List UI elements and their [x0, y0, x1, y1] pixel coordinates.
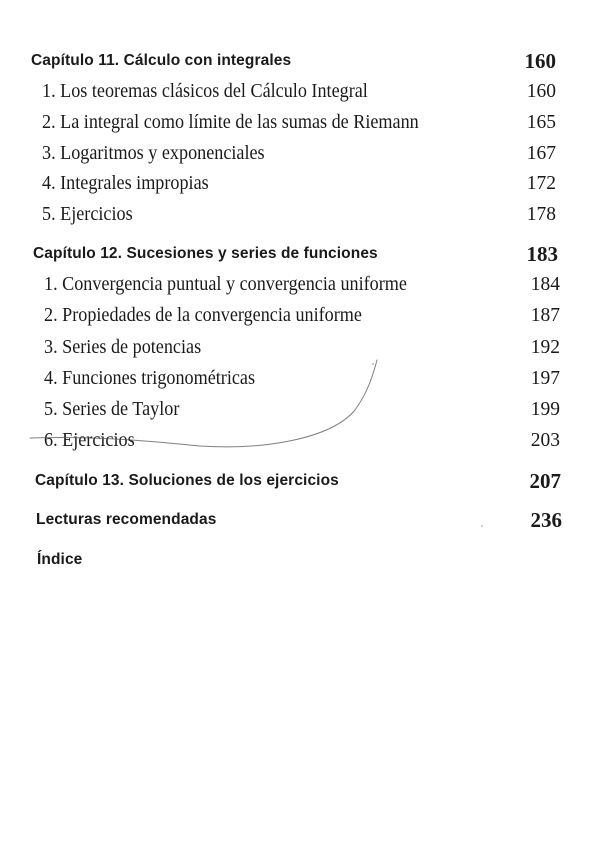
toc-section-12-3[interactable] [0, 334, 600, 362]
chapter-title: Capítulo 11. Cálculo con integrales [31, 52, 292, 69]
section-page-number: 165 [526, 112, 556, 133]
toc-section-11-4[interactable] [0, 170, 600, 198]
section-title: 6. Ejercicios [44, 430, 135, 451]
section-title: 5. Ejercicios [42, 204, 133, 225]
section-page-number: 203 [530, 430, 560, 451]
toc-recommended-readings[interactable] [0, 506, 600, 534]
chapter-page-number: 207 [529, 469, 561, 493]
section-page-number: 192 [530, 337, 560, 358]
section-page-number: 160 [526, 81, 556, 102]
toc-chapter-12[interactable] [0, 240, 600, 268]
chapter-page-number: 160 [524, 49, 556, 73]
toc-index[interactable] [0, 546, 600, 574]
toc-section-12-6[interactable] [0, 427, 600, 455]
scan-speck [372, 363, 374, 365]
toc-section-12-5[interactable] [0, 396, 600, 424]
section-page-number: 187 [530, 305, 560, 326]
section-title: 3. Logaritmos y exponenciales [42, 143, 265, 164]
section-page-number: 172 [526, 173, 556, 194]
toc-section-12-1[interactable] [0, 271, 600, 299]
chapter-title: Capítulo 12. Sucesiones y series de funciones [33, 245, 378, 262]
scan-speck [481, 525, 483, 527]
toc-section-12-4[interactable] [0, 365, 600, 393]
section-title: 4. Integrales impropias [42, 173, 209, 194]
section-title: 1. Convergencia puntual y convergencia uniforme [44, 274, 407, 295]
toc-section-12-2[interactable] [0, 302, 600, 330]
section-page-number: 197 [530, 368, 560, 389]
toc-section-11-2[interactable] [0, 109, 600, 137]
section-page-number: 199 [530, 399, 560, 420]
toc-section-11-5[interactable] [0, 201, 600, 229]
section-title: 2. La integral como límite de las sumas de Riemann [42, 112, 419, 133]
toc-section-11-1[interactable] [0, 78, 600, 106]
section-title: 5. Series de Taylor [44, 399, 180, 420]
readings-title: Lecturas recomendadas [36, 511, 217, 528]
toc-section-11-3[interactable] [0, 140, 600, 168]
section-title: 4. Funciones trigonométricas [44, 368, 256, 389]
section-title: 2. Propiedades de la convergencia uniforme [44, 305, 362, 326]
section-page-number: 184 [530, 274, 560, 295]
section-page-number: 167 [526, 143, 556, 164]
toc-chapter-11[interactable] [0, 47, 600, 75]
readings-page-number: 236 [530, 508, 562, 532]
index-title: Índice [37, 551, 83, 568]
section-page-number: 178 [526, 204, 556, 225]
toc-chapter-13[interactable] [0, 467, 600, 495]
chapter-title: Capítulo 13. Soluciones de los ejercicios [35, 472, 339, 489]
section-title: 1. Los teoremas clásicos del Cálculo Integral [42, 81, 368, 102]
section-title: 3. Series de potencias [44, 337, 202, 358]
chapter-page-number: 183 [526, 242, 558, 266]
